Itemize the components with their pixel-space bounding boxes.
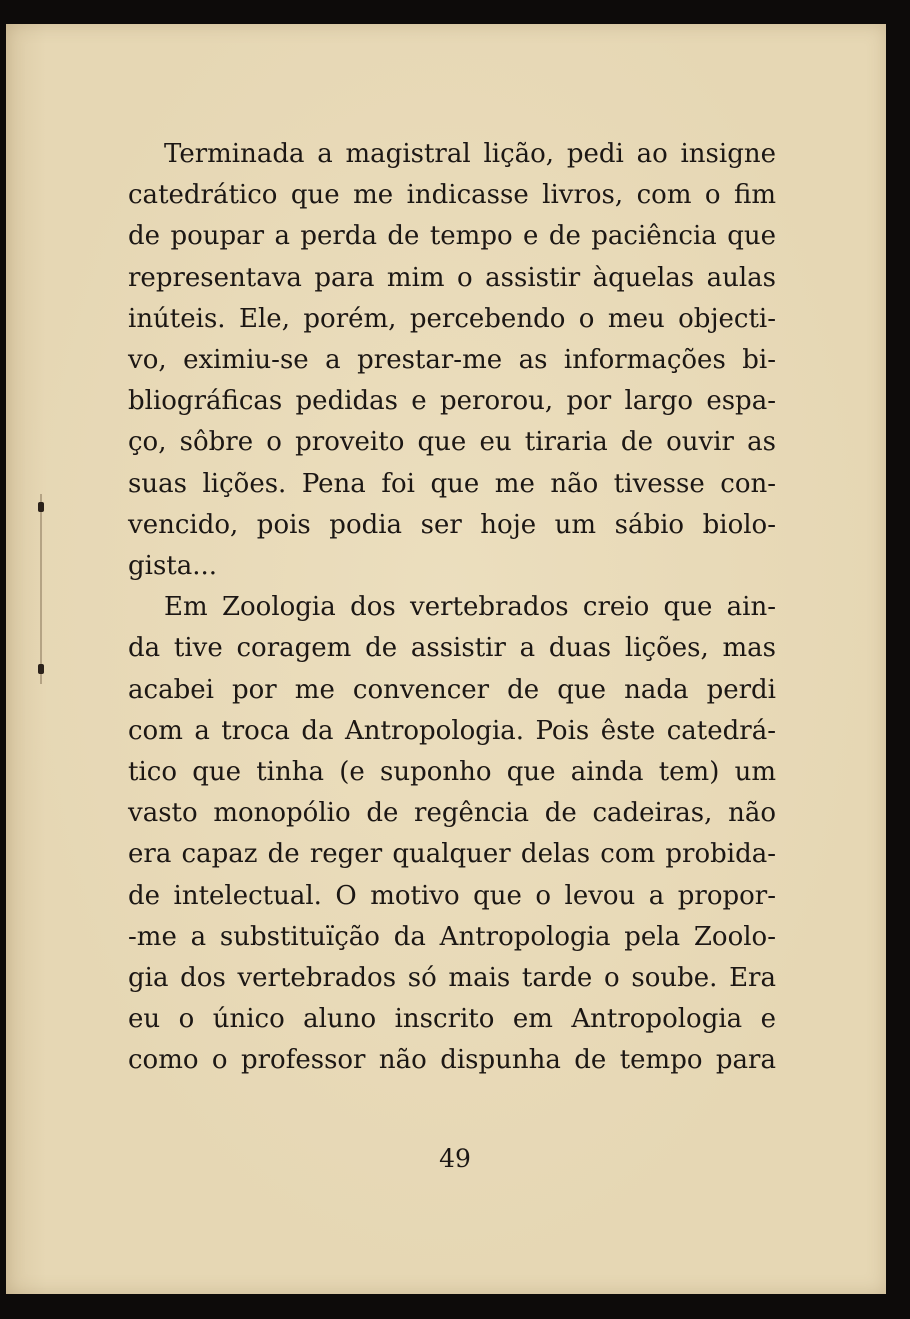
text-line: eu o único aluno inscrito em Antropologia e bbox=[128, 1004, 776, 1035]
text-line: Terminada a magistral lição, pedi ao insigne bbox=[164, 139, 776, 169]
text-line: bliográficas pedidas e perorou, por largo espa- bbox=[128, 386, 776, 417]
text-line: de poupar a perda de tempo e de paciência que bbox=[128, 221, 776, 252]
text-line: tico que tinha (e suponho que ainda tem) um bbox=[128, 757, 776, 788]
text-line: era capaz de reger qualquer delas com probida- bbox=[128, 839, 776, 870]
text-line: inúteis. Ele, porém, percebendo o meu objecti- bbox=[128, 303, 776, 334]
text-line: vencido, pois podia ser hoje um sábio biolo- bbox=[128, 509, 776, 540]
paragraph-2 bbox=[128, 587, 776, 1081]
paragraph-1 bbox=[128, 134, 776, 587]
text-line: como o professor não dispunha de tempo para bbox=[128, 1045, 776, 1076]
text-line: de intelectual. O motivo que o levou a propor- bbox=[128, 880, 776, 911]
body-text bbox=[128, 134, 776, 1082]
text-line: -me a substituïção da Antropologia pela Zoolo- bbox=[128, 921, 776, 952]
text-line: vasto monopólio de regência de cadeiras, não bbox=[128, 798, 776, 829]
text-line: gista... bbox=[128, 551, 218, 582]
text-line: com a troca da Antropologia. Pois êste catedrá- bbox=[128, 715, 776, 746]
text-line: acabei por me convencer de que nada perdi bbox=[128, 674, 776, 705]
text-line: representava para mim o assistir àquelas aulas bbox=[128, 262, 776, 293]
text-line: da tive coragem de assistir a duas lições, mas bbox=[128, 633, 776, 664]
page-number: 49 bbox=[439, 1144, 471, 1173]
text-line: ço, sôbre o proveito que eu tiraria de ouvir as bbox=[128, 427, 776, 458]
text-line: Em Zoologia dos vertebrados creio que ain- bbox=[164, 592, 776, 623]
binding-thread-mark bbox=[38, 502, 44, 512]
text-line: suas lições. Pena foi que me não tivesse con- bbox=[128, 468, 776, 499]
text-line: catedrático que me indicasse livros, com o fim bbox=[128, 180, 776, 211]
binding-thread-mark bbox=[38, 664, 44, 674]
text-line: vo, eximiu-se a prestar-me as informações bi- bbox=[128, 345, 776, 376]
text-line: gia dos vertebrados só mais tarde o soube. Era bbox=[128, 963, 776, 994]
binding-edge-line bbox=[40, 494, 42, 684]
